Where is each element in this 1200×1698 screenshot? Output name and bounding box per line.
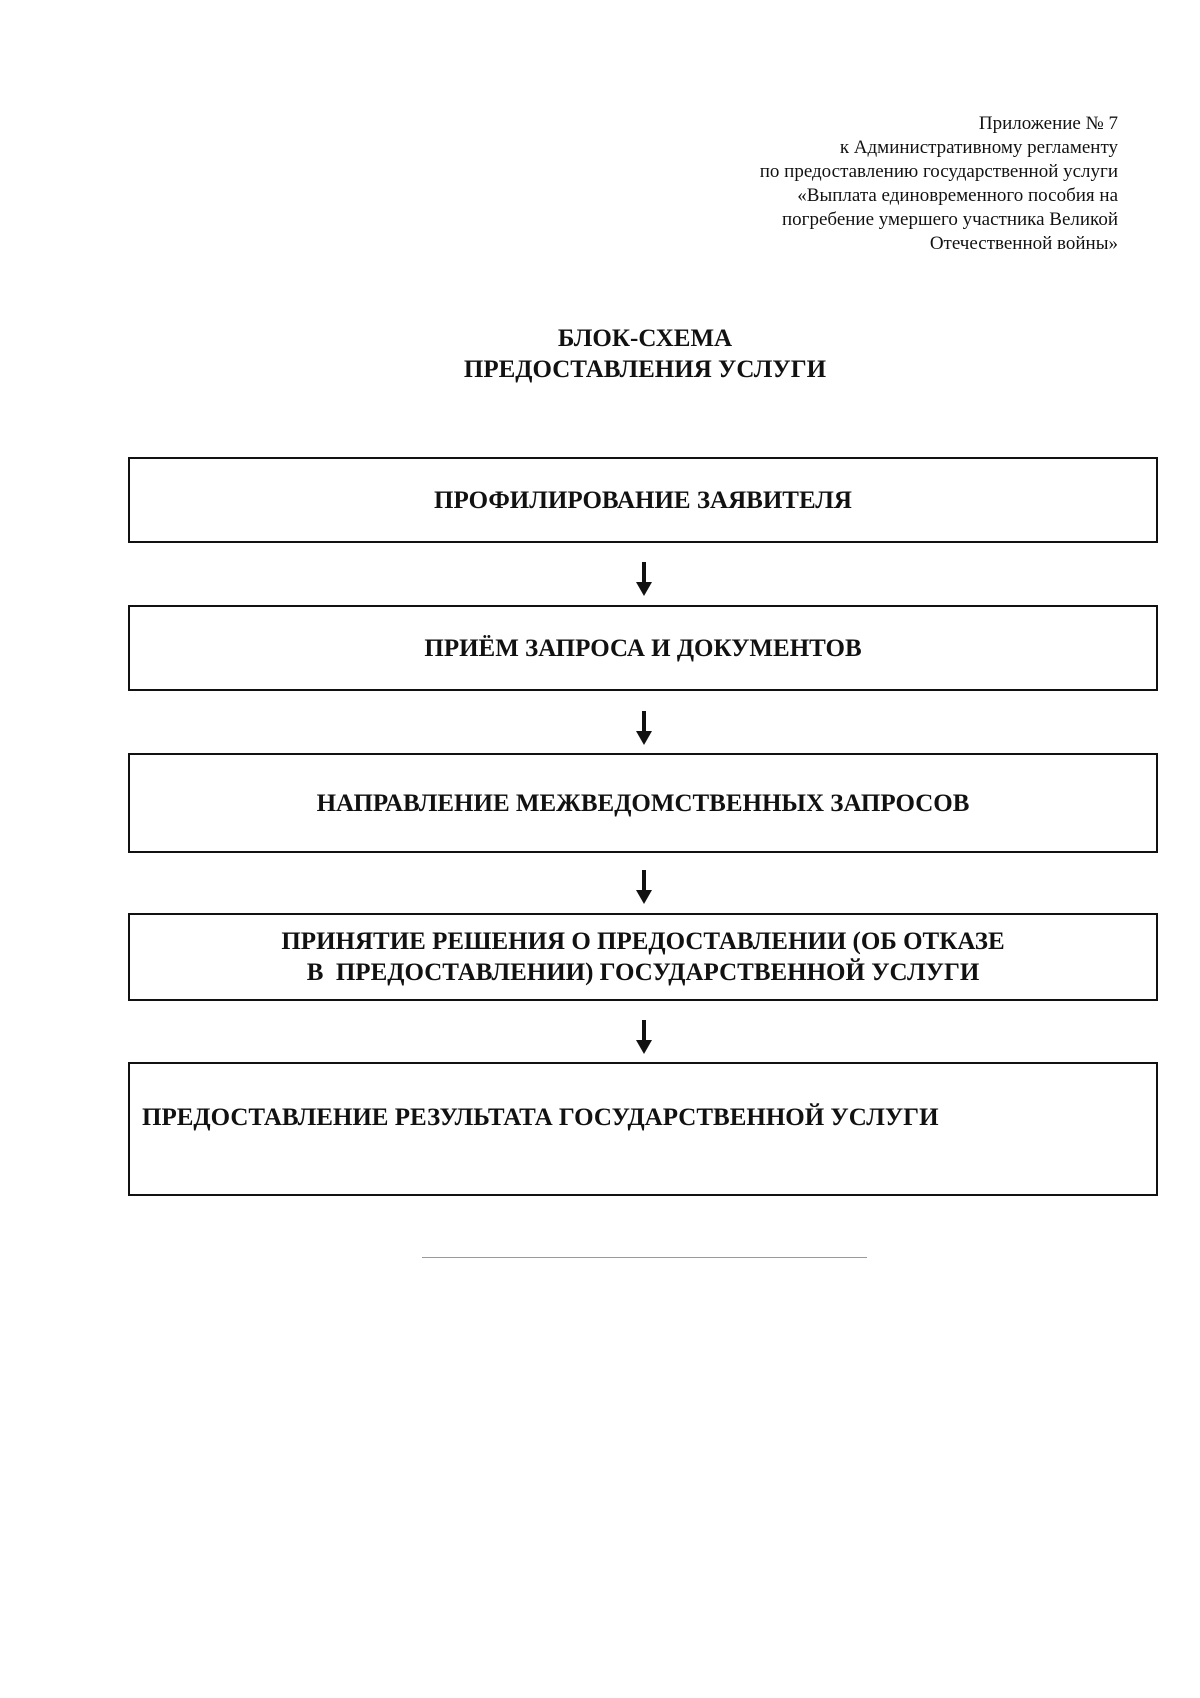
flow-step-decision — [128, 913, 1158, 1001]
flow-step-label: ПРИНЯТИЕ РЕШЕНИЯ О ПРЕДОСТАВЛЕНИИ (ОБ ОТКАЗЕ — [281, 928, 1005, 955]
flow-step-label: ПРИЁМ ЗАПРОСА И ДОКУМЕНТОВ — [424, 634, 862, 662]
flow-step-intake — [128, 605, 1158, 691]
flow-step-profiling — [128, 457, 1158, 543]
page-title — [0, 323, 1200, 385]
appendix-note — [558, 112, 1118, 256]
separator-line — [422, 1257, 867, 1258]
flow-step-result — [128, 1062, 1158, 1196]
down-arrow-icon — [636, 711, 652, 745]
appendix-line: погребение умершего участника Великой — [782, 209, 1118, 230]
down-arrow-icon — [636, 870, 652, 904]
flow-step-label: ПРОФИЛИРОВАНИЕ ЗАЯВИТЕЛЯ — [434, 486, 852, 514]
flow-step-label: ПРЕДОСТАВЛЕНИЕ РЕЗУЛЬТАТА ГОСУДАРСТВЕННОЙ УСЛУГИ — [142, 1104, 939, 1131]
appendix-line: «Выплата единовременного пособия на — [797, 185, 1118, 206]
title-line: ПРЕДОСТАВЛЕНИЯ УСЛУГИ — [463, 356, 827, 383]
flow-step-interagency-requests — [128, 753, 1158, 853]
appendix-line: Приложение № 7 — [978, 113, 1118, 134]
down-arrow-icon — [636, 562, 652, 596]
appendix-line: к Административному регламенту — [839, 137, 1118, 158]
appendix-line: по предоставлению государственной услуги — [759, 161, 1118, 182]
appendix-line: Отечественной войны» — [929, 233, 1118, 254]
flow-step-label: В ПРЕДОСТАВЛЕНИИ) ГОСУДАРСТВЕННОЙ УСЛУГИ — [306, 959, 980, 986]
flow-step-label: НАПРАВЛЕНИЕ МЕЖВЕДОМСТВЕННЫХ ЗАПРОСОВ — [316, 789, 970, 817]
title-line: БЛОК-СХЕМА — [557, 325, 733, 352]
down-arrow-icon — [636, 1020, 652, 1054]
